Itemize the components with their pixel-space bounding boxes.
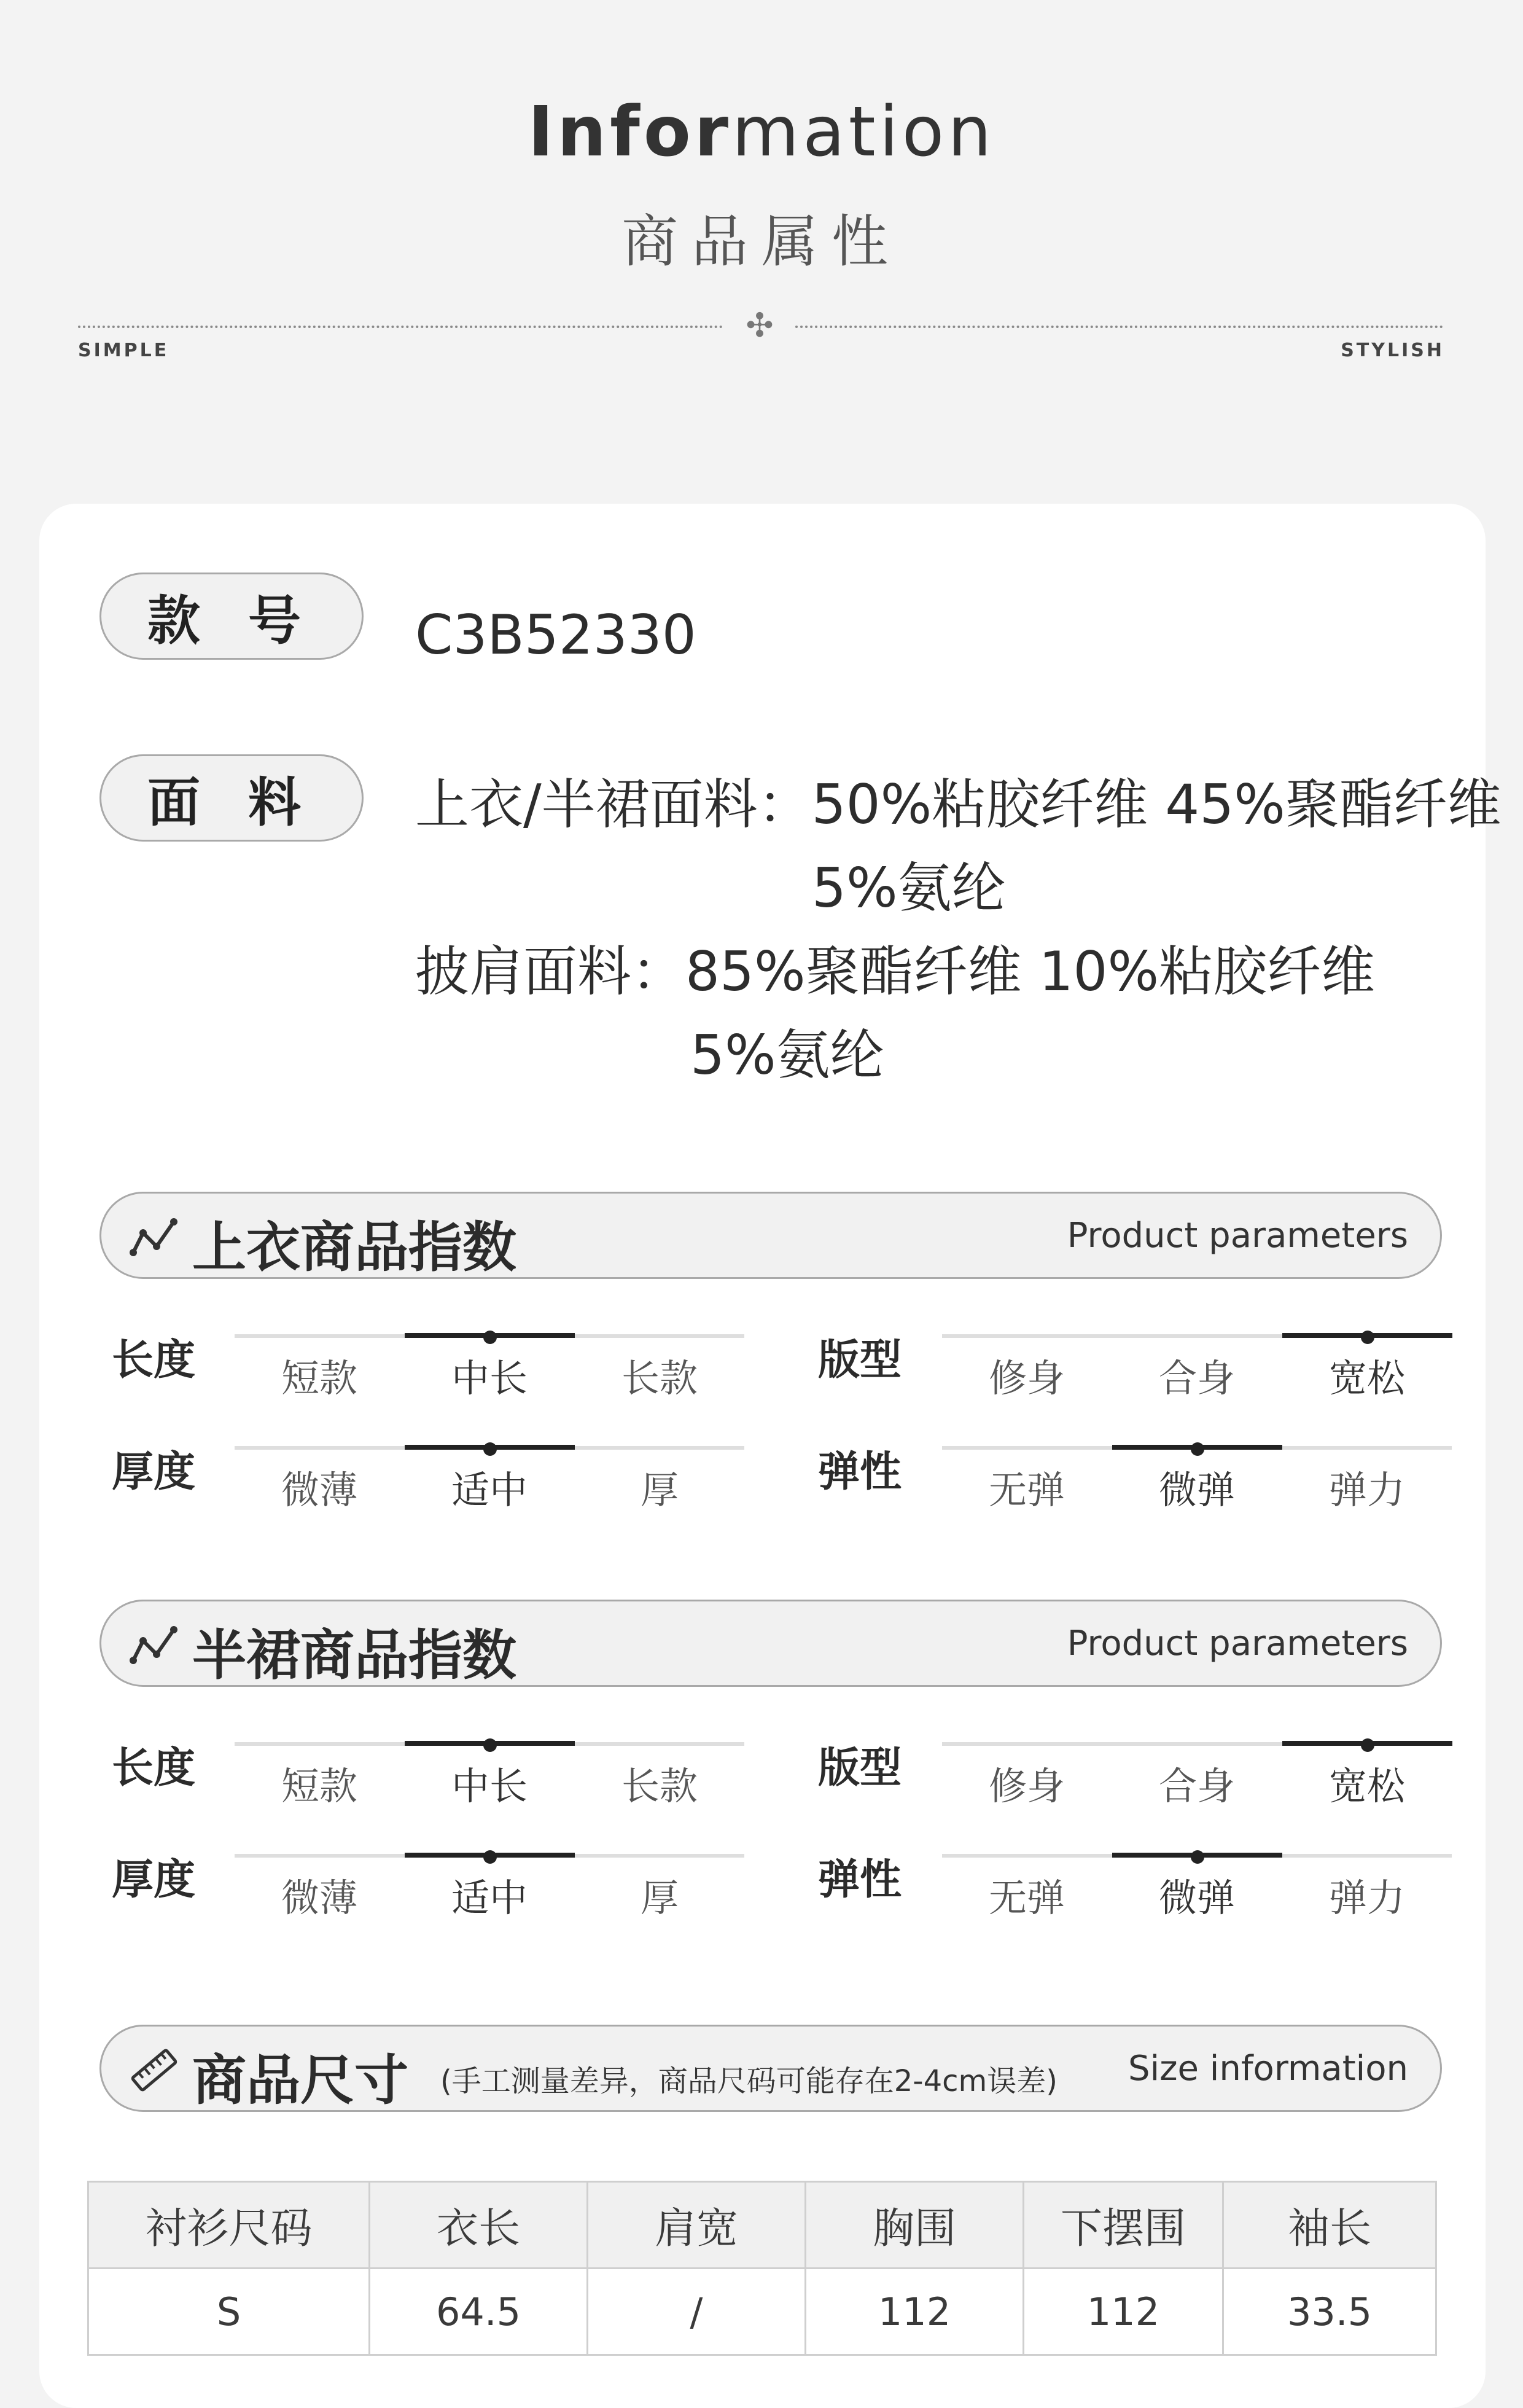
top-params-title: 上衣商品指数 [192,1216,517,1279]
divider-right [795,326,1443,328]
table-header: 衬衫尺码 [88,2182,370,2269]
table-cell: / [588,2269,806,2355]
table-header-row [88,2182,1436,2269]
fabric-line-4: 5%氨纶 [690,1023,884,1087]
skirt-length-scale [235,1742,744,1816]
top-fit-label: 版型 [818,1336,902,1385]
scale-option: 短款 [281,1356,357,1401]
scale-option: 修身 [988,1764,1065,1808]
scale-option: 微弹 [1158,1875,1235,1920]
fabric-line-3: 披肩面料：85%聚酯纤维 10%粘胶纤维 [415,940,1376,1003]
ruler-icon [130,2049,179,2092]
skirt-elasticity-scale [942,1854,1452,1928]
simple-tag: SIMPLE [78,340,169,361]
scale-option: 厚 [640,1875,679,1920]
table-cell: 112 [806,2269,1024,2355]
top-thickness-label: 厚度 [112,1448,196,1496]
scale-option: 无弹 [988,1875,1065,1920]
skirt-params-header [99,1600,1442,1687]
table-cell: 64.5 [370,2269,588,2355]
table-header: 下摆围 [1024,2182,1223,2269]
trend-line-icon [130,1216,179,1259]
skirt-fit-scale [942,1742,1452,1816]
fabric-line-1: 上衣/半裙面料：50%粘胶纤维 45%聚酯纤维 [415,773,1502,836]
top-elasticity-label: 弹性 [818,1448,902,1496]
stylish-tag: STYLISH [1341,340,1444,361]
scale-option: 无弹 [988,1468,1065,1512]
table-cell: 112 [1024,2269,1223,2355]
page-subtitle: 商品属性 [621,209,902,275]
selected-dot [1191,1442,1204,1456]
style-no-value: C3B52330 [415,603,696,666]
table-cell: 33.5 [1223,2269,1436,2355]
cross-ornament-icon: ✣ [746,306,774,345]
top-thickness-scale [235,1446,744,1520]
scale-option: 弹力 [1328,1875,1405,1920]
scale-option: 修身 [988,1356,1065,1401]
scale-option: 宽松 [1328,1356,1405,1401]
scale-option: 长款 [621,1764,698,1808]
fabric-line-2: 5%氨纶 [812,856,1006,920]
selected-dot [483,1331,497,1344]
scale-option: 中长 [451,1764,528,1808]
top-params-en: Product parameters [1067,1216,1408,1256]
table-header: 胸围 [806,2182,1024,2269]
scale-option: 宽松 [1328,1764,1405,1808]
selected-dot [483,1442,497,1456]
scale-option: 合身 [1158,1356,1235,1401]
size-en: Size information [1128,2049,1408,2089]
size-title: 商品尺寸 [192,2049,409,2112]
scale-option: 合身 [1158,1764,1235,1808]
top-params-header [99,1192,1442,1279]
top-fit-scale [942,1334,1452,1408]
trend-line-icon [130,1624,179,1667]
scale-option: 适中 [451,1468,528,1512]
selected-dot [1191,1850,1204,1864]
scale-option: 中长 [451,1356,528,1401]
size-note: (手工测量差异，商品尺码可能存在2-4cm误差) [440,2064,1058,2098]
page-title: Information [528,92,995,172]
scale-option: 微薄 [281,1875,357,1920]
skirt-thickness-scale [235,1854,744,1928]
top-length-scale [235,1334,744,1408]
table-header: 肩宽 [588,2182,806,2269]
scale-option: 长款 [621,1356,698,1401]
table-header: 袖长 [1223,2182,1436,2269]
skirt-thickness-label: 厚度 [112,1856,196,1904]
scale-option: 微弹 [1158,1468,1235,1512]
selected-dot [483,1738,497,1752]
style-no-label: 款 号 [99,573,364,660]
skirt-fit-label: 版型 [818,1744,902,1792]
selected-dot [1361,1331,1374,1344]
top-elasticity-scale [942,1446,1452,1520]
selected-dot [1361,1738,1374,1752]
table-header: 衣长 [370,2182,588,2269]
size-header [99,2025,1442,2112]
table-row [88,2269,1436,2355]
fabric-label: 面 料 [99,754,364,842]
selected-dot [483,1850,497,1864]
table-cell: S [88,2269,370,2355]
skirt-params-en: Product parameters [1067,1624,1408,1663]
skirt-length-label: 长度 [112,1744,196,1792]
scale-option: 厚 [640,1468,679,1512]
size-table [87,2181,1437,2356]
skirt-params-title: 半裙商品指数 [192,1624,517,1687]
scale-option: 微薄 [281,1468,357,1512]
scale-option: 弹力 [1328,1468,1405,1512]
scale-option: 短款 [281,1764,357,1808]
scale-option: 适中 [451,1875,528,1920]
skirt-elasticity-label: 弹性 [818,1856,902,1904]
top-length-label: 长度 [112,1336,196,1385]
divider-left [78,326,723,328]
